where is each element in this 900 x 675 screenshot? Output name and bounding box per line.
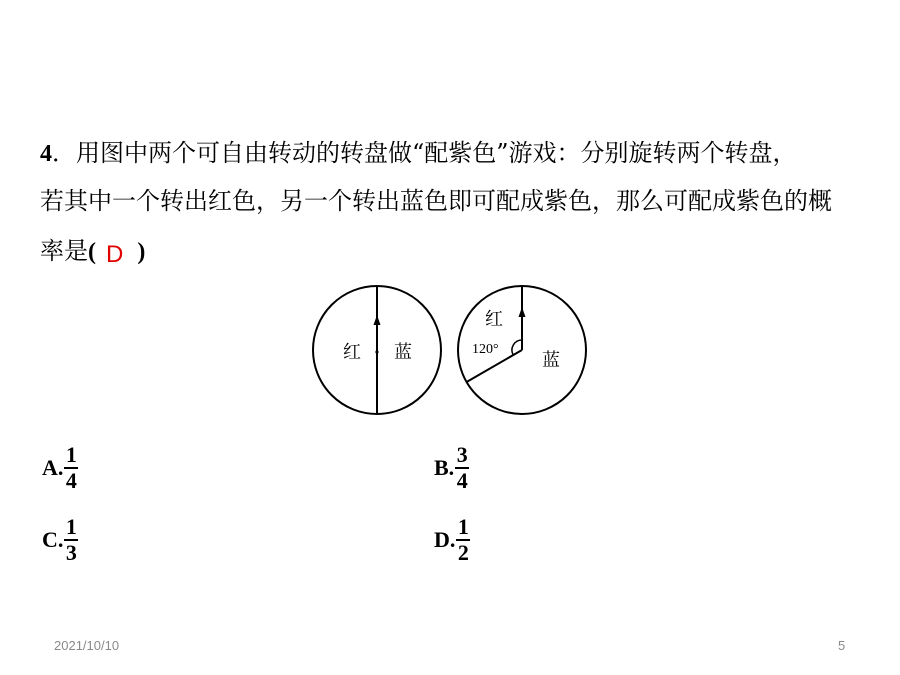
option-c-fraction <box>64 516 78 564</box>
option-c-denominator: 3 <box>65 540 77 565</box>
option-a-denominator: 4 <box>65 468 77 493</box>
option-a-numerator: 1 <box>65 442 77 467</box>
footer-page-number: 5 <box>838 638 846 653</box>
option-c-numerator: 1 <box>65 514 77 539</box>
paren-open: ( <box>88 239 96 265</box>
option-b-fraction <box>455 444 469 492</box>
right-pointer-arrow-icon <box>519 307 526 317</box>
option-d[interactable] <box>434 516 470 564</box>
left-spinner-red-label: 红 <box>343 342 361 363</box>
right-spinner-red-label: 红 <box>485 309 503 330</box>
right-spinner-blue-label: 蓝 <box>542 350 560 371</box>
option-d-letter: D. <box>434 527 456 552</box>
left-spinner <box>313 286 441 414</box>
left-pointer-arrow-icon <box>374 315 381 325</box>
footer-date: 2021/10/10 <box>54 638 120 653</box>
option-a-letter: A. <box>42 455 64 480</box>
option-a[interactable] <box>42 444 78 492</box>
left-spinner-blue-label: 蓝 <box>394 342 412 363</box>
option-a-fraction <box>64 444 78 492</box>
option-b-numerator: 3 <box>456 442 468 467</box>
answer-letter: D <box>106 241 124 268</box>
right-spinner-angle-label: 120° <box>472 342 499 357</box>
question-text-2: 若其中一个转出红色，另一个转出蓝色即可配成紫色，那么可配成紫色的概 <box>40 187 832 215</box>
option-d-numerator: 1 <box>457 514 469 539</box>
option-c[interactable] <box>42 516 78 564</box>
left-center-dot-icon <box>375 350 378 353</box>
question-line-3 <box>40 236 145 267</box>
paren-close: ) <box>137 239 146 265</box>
option-d-fraction <box>456 516 470 564</box>
question-text-1: ．用图中两个可自由转动的转盘做“配紫色”游戏：分别旋转两个转盘， <box>52 139 797 167</box>
option-c-letter: C. <box>42 527 64 552</box>
question-line-2 <box>40 186 832 216</box>
right-spinner <box>458 286 586 414</box>
question-text-3: 率是 <box>40 237 88 265</box>
option-b-letter: B. <box>434 455 455 480</box>
spinner-figure <box>300 280 600 430</box>
option-b-denominator: 4 <box>456 468 468 493</box>
option-b[interactable] <box>434 444 469 492</box>
option-d-denominator: 2 <box>457 540 469 565</box>
question-number: 4 <box>40 141 52 167</box>
question-line-1 <box>40 138 797 169</box>
